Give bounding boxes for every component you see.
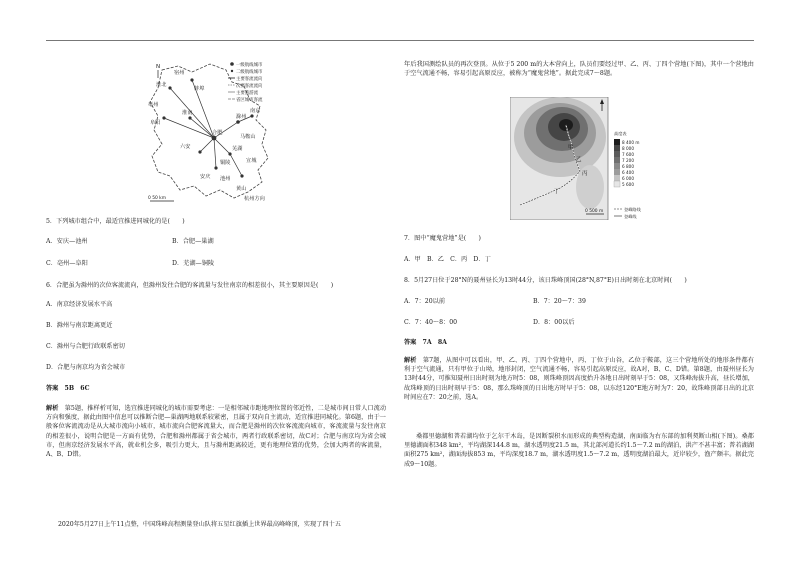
question-6: 6．合肥虽为滁州的次位客流流向，但滁州发往合肥的客流量与发往南京的相差很小，其主要原因是( ) <box>46 282 334 289</box>
q8-option-b: B．7：20～7：39 <box>533 298 586 305</box>
city-label: 南京 <box>250 108 261 114</box>
legend-label: 省区城市客流 <box>236 98 263 103</box>
svg-text:N: N <box>156 64 161 70</box>
map-anhui-passenger-flow <box>140 58 290 208</box>
map1-scale-bar <box>148 195 174 201</box>
camp-label: 丙 <box>582 171 588 177</box>
analysis-label: 解析 <box>404 357 417 364</box>
map2-legend <box>614 130 642 220</box>
map-everest-camps <box>510 97 658 220</box>
camp-label: 乙 <box>576 157 582 163</box>
city-label: 安庆 <box>200 174 211 180</box>
height-label: 6 400 <box>622 170 634 175</box>
map2-svg <box>510 97 658 220</box>
top-rule <box>46 40 754 41</box>
lake-paragraph-text: 桑都里德湖和普若湖均位于乞尔干木岛，是因断裂积水而形成的典型构造湖，南面临为右东部的加利契断山相(下图)。桑都里德湖面积348 km²，平均湖深144.8 m，湖水透明度21.5 m，其北部河道长约1.5～7.2 m的湖泊，洪产不甚丰富；普若湖湖面积275 km²，湖面海拔853 m，平均深度18.7 m，湖水透明度1.5～7.2 m，透明度湖泊最大，近岸较少，渔产颇丰。据此完成9～10题。 <box>404 433 754 468</box>
camp-label: 甲 <box>568 145 574 151</box>
city-label: 淮北 <box>156 82 167 88</box>
height-label: 5 600 <box>622 182 634 187</box>
q8-option-a: A．7：20以前 <box>404 298 446 305</box>
city-label: 马鞍山 <box>240 134 256 140</box>
bottom-paragraph-text: 2020年5月27日上午11点整，中国珠峰高程测量登山队将五星红旗插上世界最高峰峰顶，实现了四十五 <box>58 521 341 528</box>
q6-option-b: B．滁州与南京距离更近 <box>46 322 113 329</box>
legend-label: 登峰线 <box>624 214 637 219</box>
camp-label: 丁 <box>554 189 560 195</box>
city-label: 合肥 <box>212 130 223 136</box>
height-label: 8 400 m <box>622 140 640 145</box>
hefei-marker <box>212 136 217 141</box>
q6-option-d: D．合肥与南京均为省会城市 <box>46 364 126 371</box>
map1-svg <box>140 58 290 208</box>
q8-option-d: D．8：00以后 <box>533 319 575 326</box>
city-label: 杭州方向 <box>244 196 265 202</box>
city-label: 阜阳 <box>150 120 161 126</box>
lake-paragraph <box>404 432 754 469</box>
legend-label: 次要客流流向 <box>236 84 263 89</box>
q6-option-c: C．滁州与合肥行政联系密切 <box>46 343 125 350</box>
city-label: 黄山 <box>236 186 247 192</box>
height-label: 8 000 <box>622 146 634 151</box>
answer-5-6: 答案 5B 6C <box>46 385 90 392</box>
legend-label: 主要旅游流 <box>236 91 258 96</box>
answer-7-8: 答案 7A 8A <box>404 339 447 346</box>
legend-label: 主要客流流向 <box>236 77 263 82</box>
question-6-block <box>46 281 386 290</box>
right-top-paragraph-text: 年后我国测绘队员的再次登顶。从位于5 200 m的大本营向上，队员们要经过甲、乙、丙、丁四个营地(下图)，其中一个营地由于空气流通不畅，容易引起高原反应，被称为“魔鬼营地”。据此完成7～8题。 <box>404 61 754 78</box>
question-8: 8．5月27日位于28°N的聂州昼长为13时44分，该日珠峰顶国(28°N,87°E)日出时刻在北京时间( ) <box>404 277 687 284</box>
analysis-text: 第7题，从图中可以看出，甲、乙、丙、丁四个营地中，丙、丁位于山谷，乙位于鞍部，这三个营地所处的地形条件都有利于空气流通，只有甲位于山坳，地形封闭，空气流通不畅，容易引起高原反应，故A对，B、C、D错。第8题，由聂州昼长为13时44分，可推知聂州日出时刻为地方时5：08，则珠峰顶因高度抬升各地日出时刻早于5：08，又珠峰海拔升高，昼长增加，故珠峰顶的日出时刻早于5：08，那么珠峰顶的日出地方时早于5：08，以东经120°E地方时为7：20，故珠峰顶部日出的北京时间应在7：20之前，选A。 <box>404 357 755 401</box>
q5-option-b: B．合肥—巢湖 <box>172 238 214 245</box>
map2-scale-bar <box>585 208 604 214</box>
question-7: 7．图中“魔鬼营地”是( ) <box>404 235 481 242</box>
city-label: 淮南 <box>182 110 193 116</box>
q5-option-a: A．安庆—池州 <box>46 238 88 245</box>
q8-option-c: C．7：40～8：00 <box>404 319 458 326</box>
city-label: 蚌埠 <box>194 86 205 92</box>
height-label: 7 200 <box>622 158 634 163</box>
scale-label: 0 50 km <box>148 196 166 201</box>
city-label: 亳州 <box>148 102 159 108</box>
q7-options: A．甲 B．乙 C．丙 D．丁 <box>404 256 491 263</box>
bottom-paragraph <box>46 520 386 529</box>
left-column <box>46 217 386 226</box>
legend-label: 一级航线城市 <box>236 63 263 68</box>
analysis-label: 解析 <box>46 405 59 412</box>
q5-option-c: C．亳州—阜阳 <box>46 260 88 267</box>
q6-option-a: A．南京经济发展水平高 <box>46 301 113 308</box>
legend-title: 高度表 <box>614 131 627 136</box>
city-label: 六安 <box>180 144 191 150</box>
analysis-text: 第5题，推样析可知，选宜推进同城化的城市需要考虑：一是相邻城市距地理位置的邻近性，二是城市间日常人口流动方向和强度，据此由图中信息可以推断合肥—巢湖两地联系较紧密，且属于双向自主流动，适宜推进同城化。第6题，由于一般客位客流流动是从大城市流向小城市，城市流向合肥客流量大，而合肥是滁州的次位客流流向城市，客流流量与发往南京的相差很小，说明合肥是一方面有优势，合肥和滁州都属于省会城市，两者行政联系密切，故C对；合肥与南京均为省会城市，但南京经济发展水平高，就业机会多，吸引力更大，且与滁州距离较近，更有地理位置的优势，会加大两者的客流量，A、B、D错。 <box>46 405 387 459</box>
city-label: 滁州 <box>236 114 247 120</box>
analysis-5-6 <box>46 404 386 459</box>
height-label: 6 000 <box>622 176 634 181</box>
city-label: 宣城 <box>246 158 257 164</box>
city-label: 池州 <box>220 176 231 182</box>
legend-label: 二级航线城市 <box>236 70 263 75</box>
height-label: 6 800 <box>622 164 634 169</box>
height-label: 7 600 <box>622 152 634 157</box>
scale-label: 0 500 m <box>585 209 604 214</box>
legend-label: 登峰路线 <box>624 207 641 212</box>
analysis-7-8 <box>404 356 754 402</box>
question-5: 5．下列城市组合中，最适宜推进同城化的是( ) <box>46 218 185 225</box>
right-top-paragraph <box>404 60 754 78</box>
city-label: 铜陵 <box>220 160 231 166</box>
city-label: 芜湖 <box>232 146 243 152</box>
q5-option-d: D．芜湖—铜陵 <box>172 260 215 267</box>
city-label: 宿州 <box>174 70 185 76</box>
north-arrow <box>156 64 160 78</box>
